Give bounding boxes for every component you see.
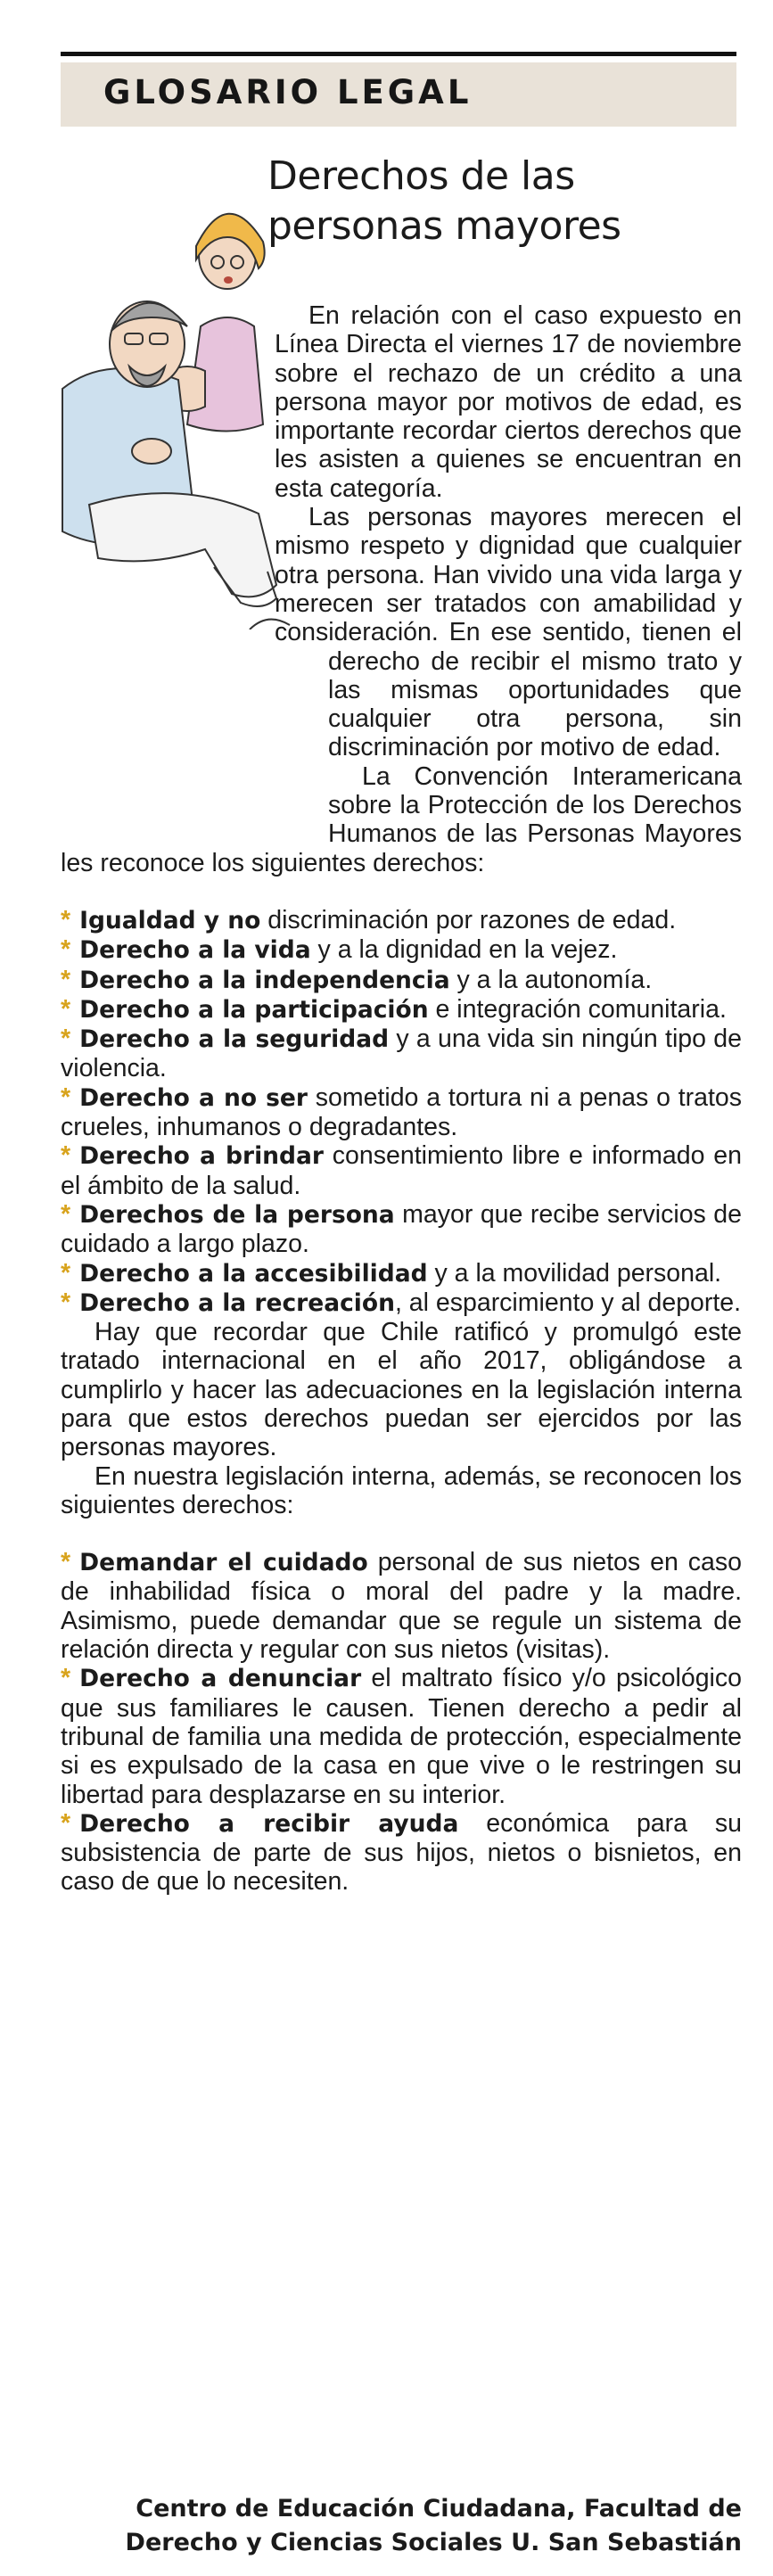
top-rule xyxy=(61,52,736,56)
list-item: * Derecho a la accesibilidad y a la movilidad personal. xyxy=(61,1258,722,1288)
paragraph-4: Hay que recordar que Chile ratificó y promulgó este tratado internacional en el año 2017, obligándose a cumplirlo y hacer las adecuaciones en la legislación interna para que estos derechos puedan ser ejercidos por las personas mayores. xyxy=(61,1318,742,1462)
list-item: * Derecho a recibir ayuda económica para su subsistencia de parte de sus hijos, nietos o bisnietos, en caso de que lo necesiten. xyxy=(61,1808,742,1897)
domestic-rights-list xyxy=(61,1548,742,1897)
intro-paragraph: En relación con el caso expuesto en Línea Directa el viernes 17 de noviembre sobre el rechazo de un crédito a una persona mayor por motivos de edad, es importante recordar ciertos derechos que les asisten a quienes se encuentran en esta categoría. xyxy=(275,301,742,503)
article-body xyxy=(61,301,742,1897)
bullet-star-icon: * xyxy=(61,1664,71,1693)
signature-line-2: Derecho y Ciencias Sociales U. San Sebastián xyxy=(125,2529,742,2556)
section-title: GLOSARIO LEGAL xyxy=(103,73,473,111)
bullet-star-icon: * xyxy=(61,994,71,1024)
bullet-star-icon: * xyxy=(61,1141,71,1171)
paragraph-3: La Convención Interamericana sobre la Protección de los Derechos Humanos de las Personas Mayores les reconoce los siguientes derechos: xyxy=(61,761,742,877)
bullet-star-icon: * xyxy=(61,1258,71,1288)
convention-rights-list xyxy=(61,906,742,1318)
paragraph-2: Las personas mayores merecen el mismo respeto y dignidad que cualquier otra persona. Han vivido una vida larga y merecen ser tratados con amabilidad y consideración. En ese sentido, tienen el derecho de recibir el mismo trato y las mismas oportunidades que cualquier otra persona, sin discriminación por motivo de edad. xyxy=(275,503,742,762)
list-item: * Demandar el cuidado personal de sus nietos en caso de inhabilidad física o moral del padre y la madre. Asimismo, puede demandar que se regule un sistema de relación directa y regular con sus nietos (visitas). xyxy=(61,1548,742,1665)
list-item: * Derecho a brindar consentimiento libre e informado en el ámbito de la salud. xyxy=(61,1141,742,1200)
bullet-star-icon: * xyxy=(61,1082,71,1112)
list-item: * Derecho a la recreación, al esparcimiento y al deporte. xyxy=(61,1288,742,1317)
list-item: * Igualdad y no discriminación por razones de edad. xyxy=(61,905,677,934)
list-item: * Derecho a la participación e integración comunitaria. xyxy=(61,994,727,1024)
bullet-star-icon: * xyxy=(61,1199,71,1229)
bullet-star-icon: * xyxy=(61,1548,71,1577)
bullet-star-icon: * xyxy=(61,1025,71,1054)
bullet-star-icon: * xyxy=(61,965,71,994)
section-header xyxy=(61,62,736,127)
list-item: * Derecho a la seguridad y a una vida sin ningún tipo de violencia. xyxy=(61,1025,742,1083)
bullet-star-icon: * xyxy=(61,1808,71,1838)
bullet-star-icon: * xyxy=(61,1288,71,1317)
list-item: * Derecho a la vida y a la dignidad en la vejez. xyxy=(61,935,618,965)
headline-line-1: Derechos de las xyxy=(267,153,575,199)
headline-line-2: personas mayores xyxy=(267,203,621,249)
list-item: * Derechos de la persona mayor que recibe servicios de cuidado a largo plazo. xyxy=(61,1199,742,1259)
headline xyxy=(267,152,695,251)
paragraph-5: En nuestra legislación interna, además, se reconocen los siguientes derechos: xyxy=(61,1461,742,1519)
list-item: * Derecho a denunciar el maltrato físico y/o psicológico que sus familiares le causen. Tienen derecho a pedir al tribunal de familia una medida de protección, especialmente si es expulsado de la casa en que vive o le restringen su libertad para desplazarse en su interior. xyxy=(61,1664,742,1809)
list-item: * Derecho a la independencia y a la autonomía. xyxy=(61,965,653,994)
signature-line-1: Centro de Educación Ciudadana, Facultad de xyxy=(136,2495,742,2523)
bullet-star-icon: * xyxy=(61,905,71,934)
bullet-star-icon: * xyxy=(61,935,71,965)
signature xyxy=(61,2492,742,2560)
list-item: * Derecho a no ser sometido a tortura ni a penas o tratos crueles, inhumanos o degradantes. xyxy=(61,1082,742,1142)
